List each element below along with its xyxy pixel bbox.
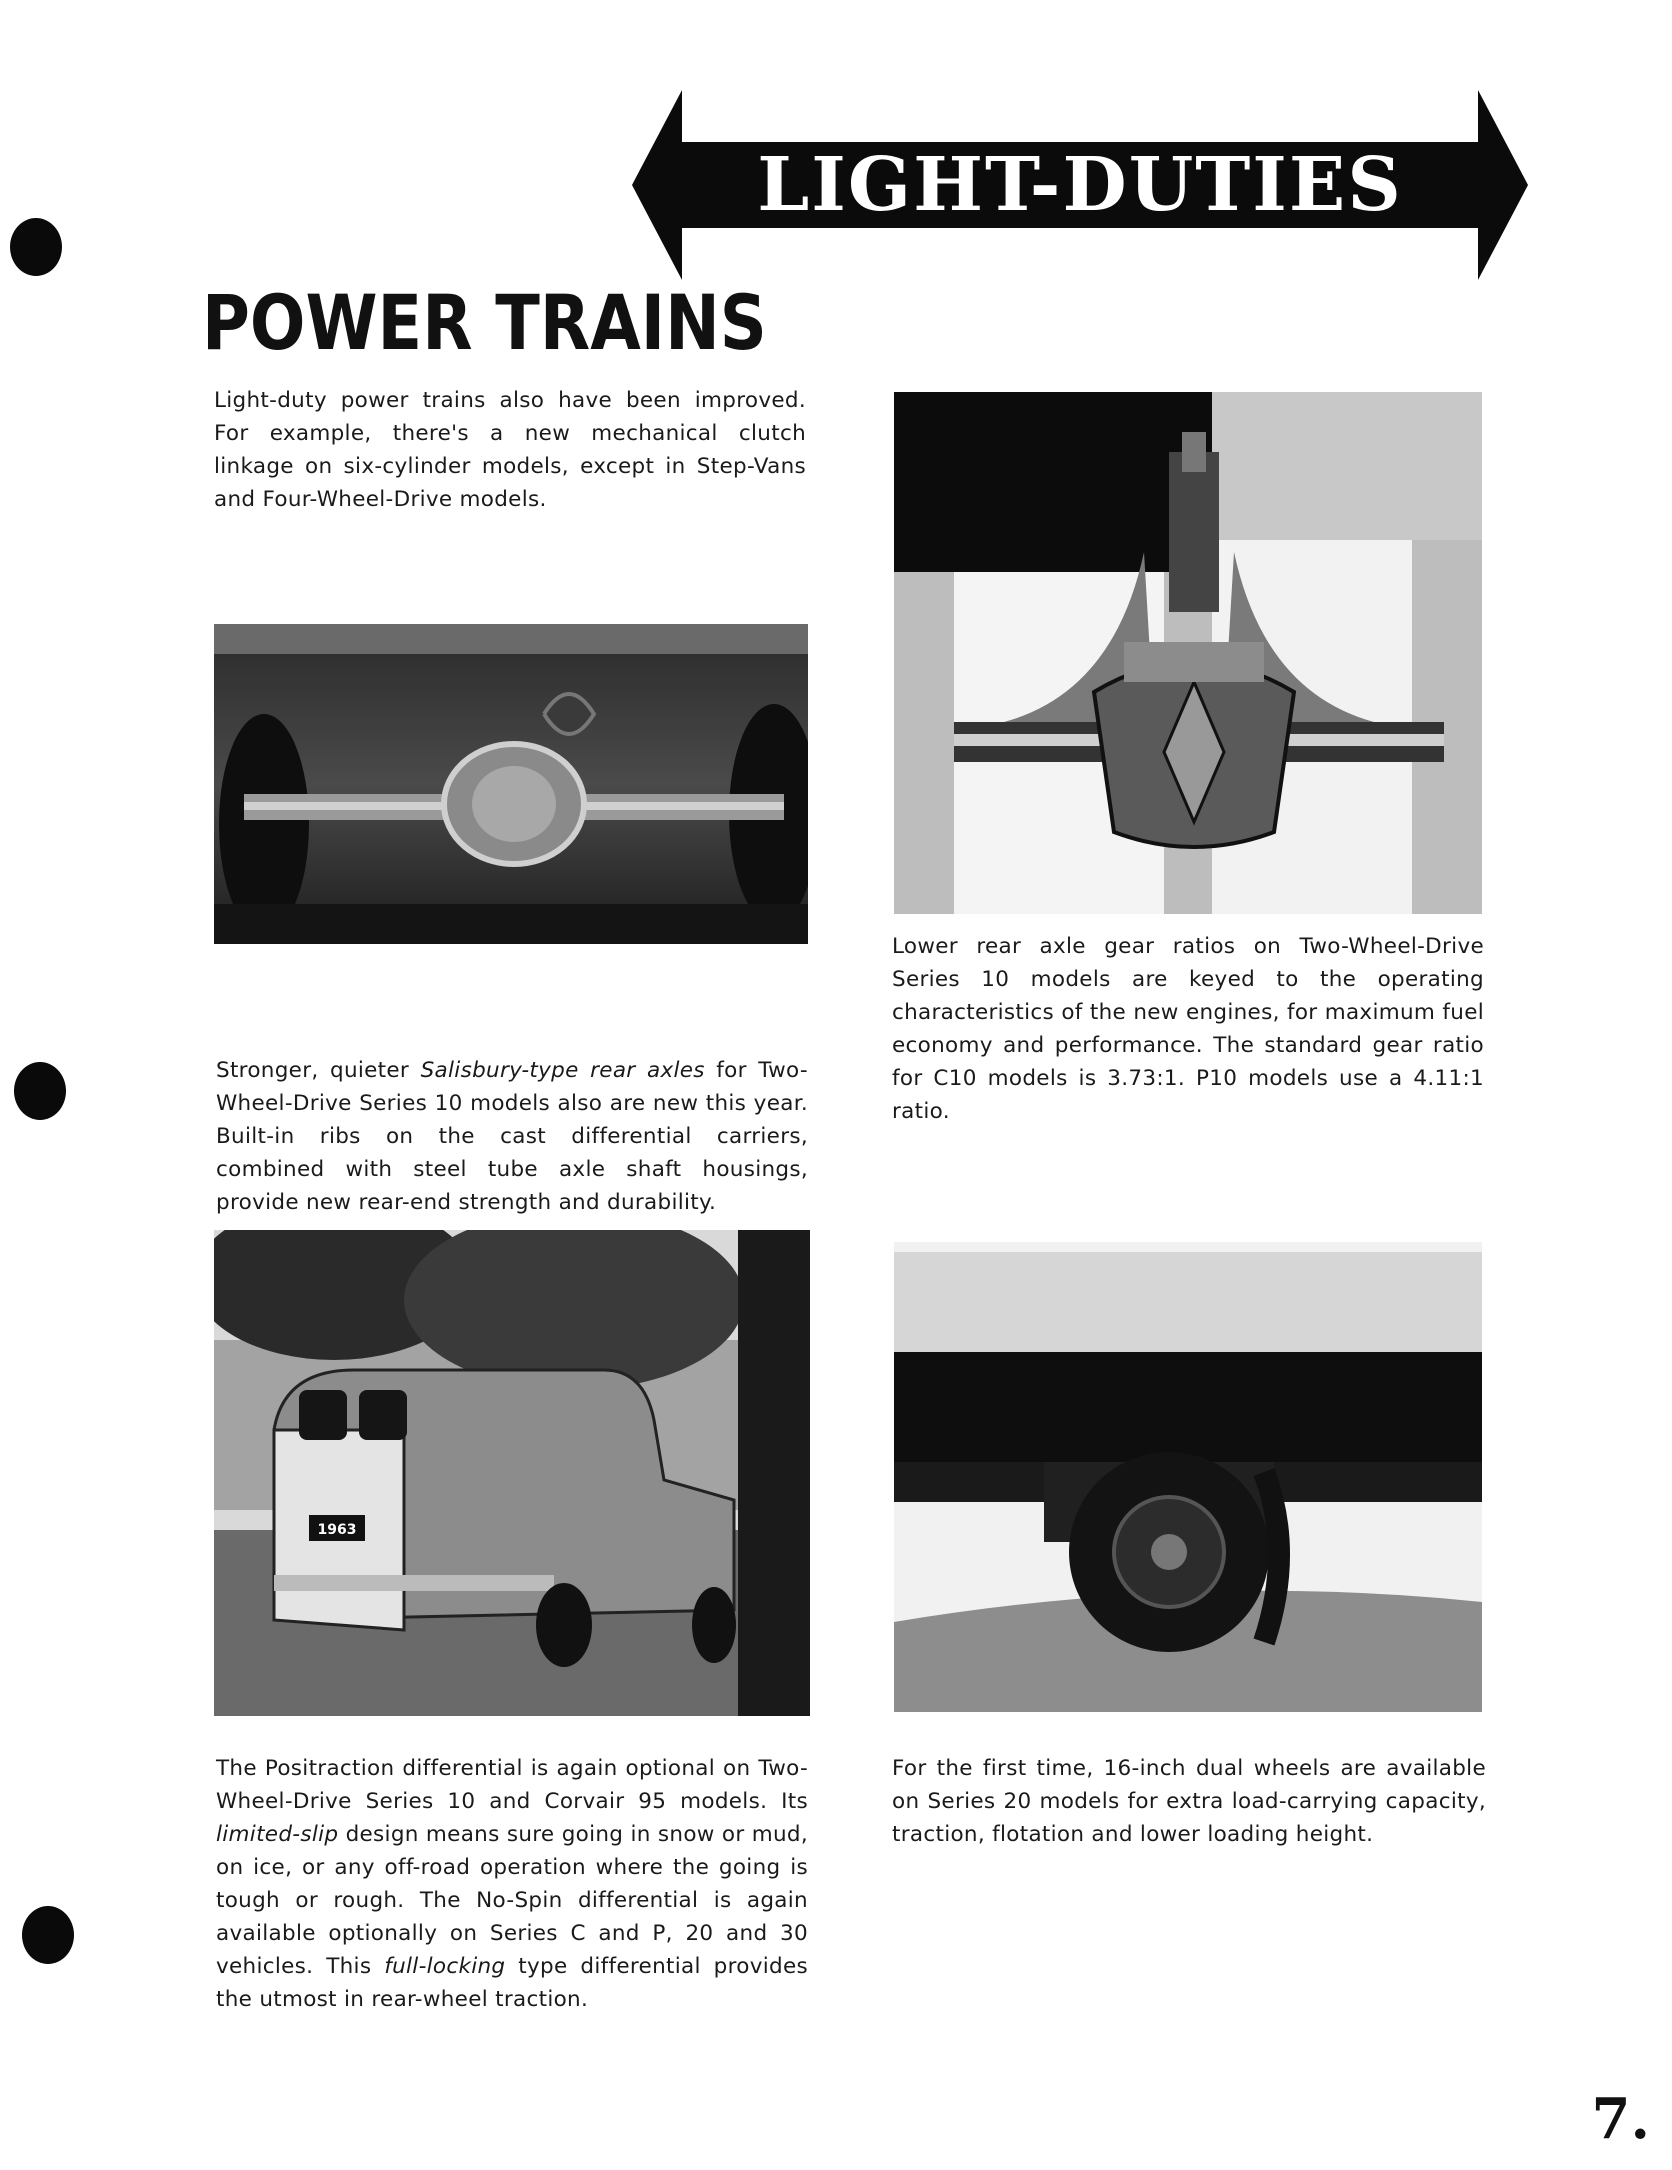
license-plate-text: 1963 [317, 1522, 357, 1538]
rear-axles-text-1: Stronger, quieter [216, 1058, 421, 1083]
positraction-text-1: The Positraction differential is again optional on Two-Wheel-Drive Series 10 and Corvair 95 models. Its [216, 1756, 808, 1814]
rear-axles-paragraph [216, 1054, 808, 1219]
intro-paragraph: Light-duty power trains also have been improved. For example, there's a new mechanical clutch linkage on six-cylinder models, except in Step-Vans and Four-Wheel-Drive models. [214, 388, 806, 512]
rear-axles-text-2: for Two-Wheel-Drive Series 10 models also are new this year. Built-in ribs on the cast differential carriers, combined with steel tube axle shaft housings, provide new rear-end strength and durability. [216, 1058, 808, 1215]
gear-ratios-paragraph: Lower rear axle gear ratios on Two-Wheel-Drive Series 10 models are keyed to the operating characteristics of the new engines, for maximum fuel economy and performance. The standard gear ratio for C10 models is 3.73:1. P10 models use a 4.11:1 ratio. [892, 934, 1484, 1124]
page-number: 7. [1591, 2086, 1650, 2152]
differential-cutaway-illustration [894, 392, 1482, 914]
positraction-text-2: design means sure going in snow or mud, on ice, or any off-road operation where the going is tough or rough. The No-Spin differential is again available optionally on Series C and P, 20 and 30 vehicles. This [216, 1822, 808, 1979]
positraction-emphasis-1: limited-slip [216, 1822, 339, 1847]
positraction-emphasis-2: full-locking [384, 1954, 506, 1979]
banner-title: LIGHT-DUTIES [757, 142, 1403, 228]
dual-wheels-photo [894, 1242, 1482, 1712]
panel-truck-photo [214, 1230, 810, 1716]
binder-hole-top [10, 218, 62, 276]
binder-hole-middle [14, 1062, 66, 1120]
section-heading: POWER TRAINS [202, 278, 767, 367]
rear-axle-photo [214, 624, 808, 944]
section-banner [632, 90, 1528, 280]
positraction-paragraph [216, 1752, 808, 2016]
positraction-text-3: type differential provides the utmost in rear-wheel traction. [216, 1954, 808, 2012]
dual-wheels-paragraph: For the first time, 16-inch dual wheels are available on Series 20 models for extra load-carrying capacity, traction, flotation and lower loading height. [892, 1756, 1486, 1847]
binder-hole-bottom [22, 1906, 74, 1964]
rear-axles-emphasis: Salisbury-type rear axles [420, 1058, 705, 1083]
